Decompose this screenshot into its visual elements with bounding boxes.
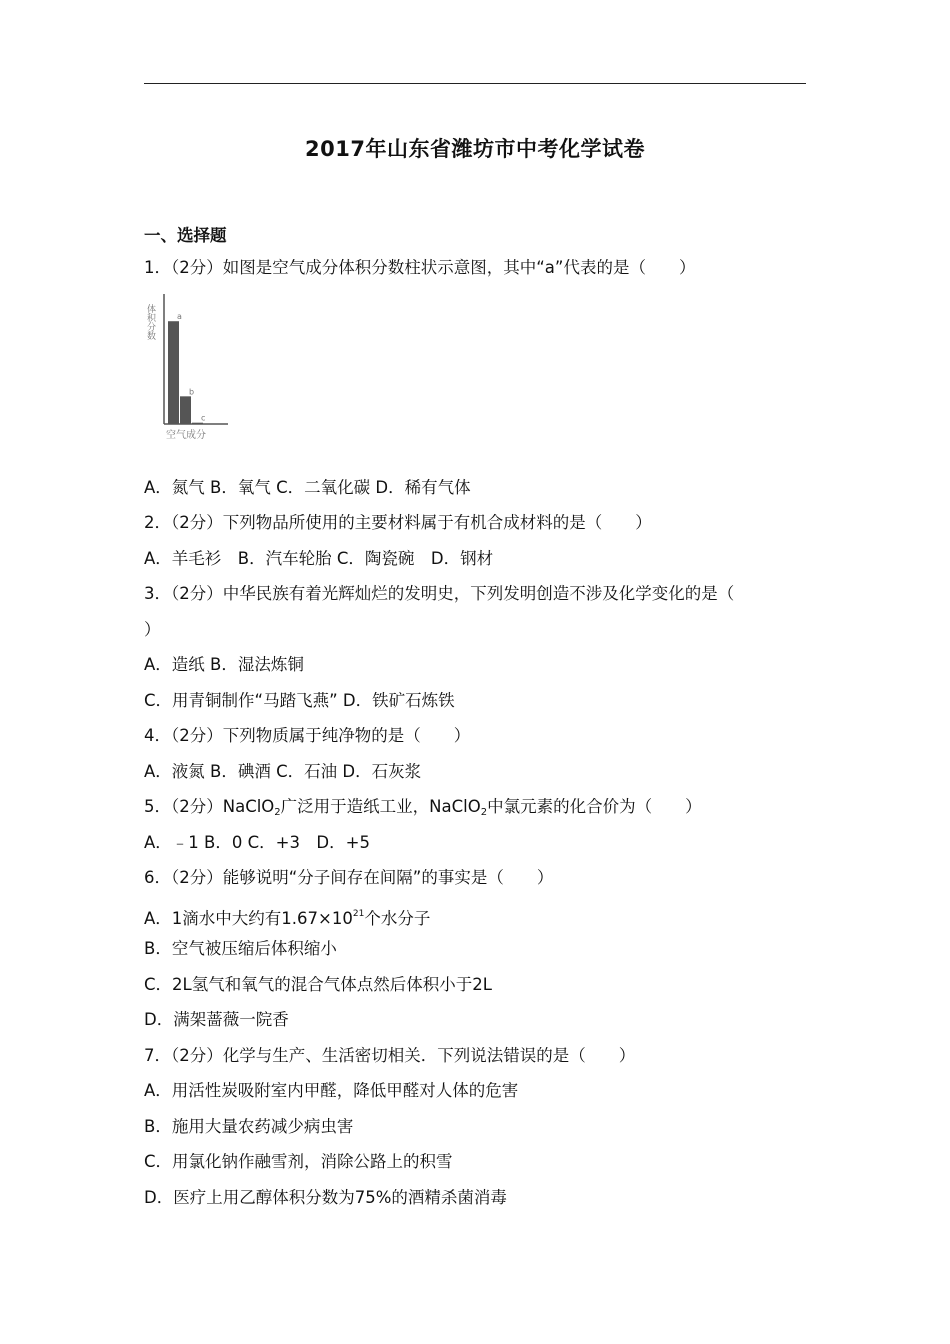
q1-stem: 1．（2分）如图是空气成分体积分数柱状示意图，其中“a”代表的是（ ） xyxy=(144,258,696,277)
q4-options: A．液氮 B．碘酒 C．石油 D．石灰浆 xyxy=(144,762,422,781)
chart-bar-b xyxy=(180,396,191,424)
q6-option-b: B．空气被压缩后体积缩小 xyxy=(144,939,337,958)
header-rule xyxy=(144,83,806,84)
chart-bar-label-c: c xyxy=(201,413,206,423)
q7-option-c: C．用氯化钠作融雪剂，消除公路上的积雪 xyxy=(144,1152,453,1171)
q4-stem: 4．（2分）下列物质属于纯净物的是（ ） xyxy=(144,726,471,745)
chart-xlabel: 空气成分 xyxy=(166,430,206,441)
q2-stem: 2．（2分）下列物品所使用的主要材料属于有机合成材料的是（ ） xyxy=(144,513,652,532)
q5-options: A．﹣1 B．0 C．+3 D．+5 xyxy=(144,833,370,852)
page-title: 2017年山东省潍坊市中考化学试卷 xyxy=(305,137,645,161)
section-heading: 一、选择题 xyxy=(144,226,227,245)
q7-option-a: A．用活性炭吸附室内甲醛，降低甲醛对人体的危害 xyxy=(144,1081,519,1100)
q3-stem: 3．（2分）中华民族有着光辉灿烂的发明史，下列发明创造不涉及化学变化的是（ xyxy=(144,584,735,603)
q3-options-2: C．用青铜制作“马踏飞燕” D．铁矿石炼铁 xyxy=(144,691,455,710)
q6-option-d: D．满架蔷薇一院香 xyxy=(144,1010,289,1029)
chart-bar-a xyxy=(168,321,179,424)
q2-options: A．羊毛衫 B．汽车轮胎 C．陶瓷碗 D．钢材 xyxy=(144,549,494,568)
q3-options-1: A．造纸 B．湿法炼铜 xyxy=(144,655,304,674)
q6-stem: 6．（2分）能够说明“分子间存在间隔”的事实是（ ） xyxy=(144,868,554,887)
q7-stem: 7．（2分）化学与生产、生活密切相关．下列说法错误的是（ ） xyxy=(144,1046,636,1065)
q6-option-c: C．2L氢气和氧气的混合气体点然后体积小于2L xyxy=(144,975,492,994)
chart-bar-c xyxy=(192,423,203,424)
q3-stem-cont: ） xyxy=(144,620,161,639)
chart-bar-label-a: a xyxy=(177,312,182,322)
air-composition-chart xyxy=(144,292,230,444)
chart-bar-label-b: b xyxy=(189,387,195,397)
q6-option-a: A．1滴水中大约有$1.67\times 10^{21}$个水分子 xyxy=(144,909,431,928)
q1-options: A．氮气 B．氧气 C．二氧化碳 D．稀有气体 xyxy=(144,478,471,497)
chart-ylabel: 体积分数 xyxy=(145,304,155,340)
q7-option-b: B．施用大量农药减少病虫害 xyxy=(144,1117,354,1136)
q7-option-d: D．医疗上用乙醇体积分数为75%的酒精杀菌消毒 xyxy=(144,1188,507,1207)
q5-stem: 5．（2分）NaClO$_2$广泛用于造纸工业，NaClO$_2$中氯元素的化合价为（ ） xyxy=(144,797,702,818)
